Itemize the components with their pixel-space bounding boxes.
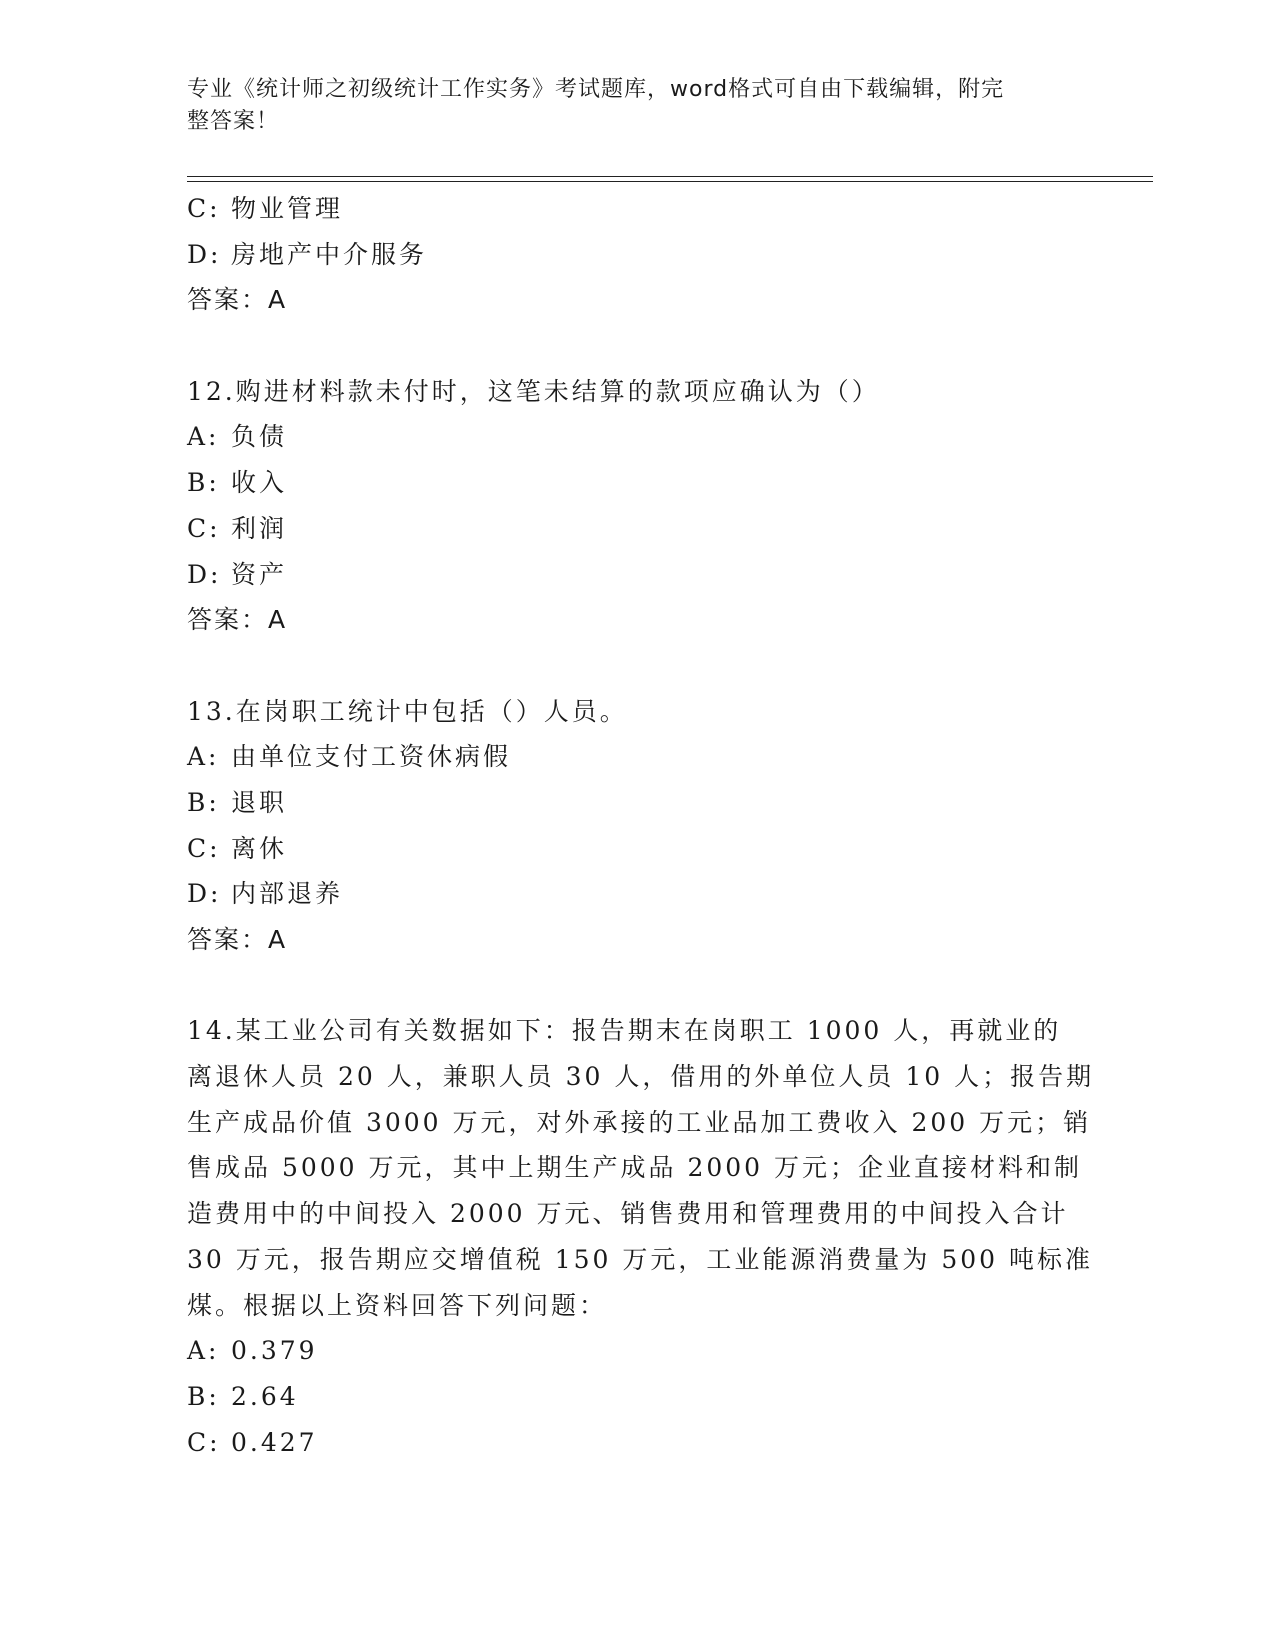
option-row — [187, 232, 1087, 278]
answer-line: 答案：A — [187, 605, 288, 635]
option-text: 0.427 — [231, 1427, 318, 1457]
question-stem: 13.在岗职工统计中包括（）人员。 — [187, 696, 628, 726]
option-text: 资产 — [231, 559, 288, 589]
document-header — [187, 74, 1067, 138]
answer-line: 答案：A — [187, 925, 288, 954]
option-text: 内部退养 — [231, 879, 344, 909]
option-label: B: — [187, 787, 220, 817]
question-stem — [187, 1008, 1095, 1328]
option-row — [187, 780, 1087, 826]
option-label: D: — [187, 239, 222, 269]
option-label: A: — [187, 1336, 220, 1366]
option-text: 0.379 — [231, 1336, 318, 1366]
option-row — [187, 1328, 1087, 1374]
stem-line: 离退休人员 20 人，兼职人员 30 人，借用的外单位人员 10 人；报告期 — [187, 1062, 1095, 1092]
option-row — [187, 186, 1087, 232]
option-text: 离休 — [231, 833, 288, 863]
option-text: 2.64 — [231, 1381, 299, 1411]
option-text: 负债 — [231, 422, 288, 452]
header-line-1: 专业《统计师之初级统计工作实务》考试题库，word格式可自由下载编辑，附完 — [187, 77, 1005, 102]
option-row — [187, 460, 1087, 506]
stem-line: 30 万元，报告期应交增值税 150 万元，工业能源消费量为 500 吨标准 — [187, 1244, 1093, 1274]
stem-line: 煤。根据以上资料回答下列问题： — [187, 1290, 608, 1320]
question-stem: 12.购进材料款未付时，这笔未结算的款项应确认为（） — [187, 376, 880, 406]
stem-line: 生产成品价值 3000 万元，对外承接的工业品加工费收入 200 万元；销 — [187, 1107, 1092, 1137]
stem-line: 造费用中的中间投入 2000 万元、销售费用和管理费用的中间投入合计 — [187, 1199, 1069, 1229]
option-text: 收入 — [231, 468, 288, 498]
header-line-2: 整答案！ — [187, 109, 280, 134]
stem-line: 14.某工业公司有关数据如下：报告期末在岗职工 1000 人，再就业的 — [187, 1016, 1062, 1046]
option-row — [187, 1420, 1087, 1466]
option-text: 利润 — [231, 513, 288, 543]
option-label: C: — [187, 194, 221, 223]
header-divider-bottom — [187, 181, 1153, 182]
option-row — [187, 826, 1087, 872]
header-divider-top — [187, 176, 1153, 177]
option-text: 退职 — [231, 787, 288, 817]
answer-line: 答案：A — [187, 285, 288, 315]
option-row — [187, 734, 1087, 780]
option-text: 物业管理 — [231, 194, 344, 223]
option-row — [187, 1374, 1087, 1420]
option-text: 房地产中介服务 — [231, 239, 428, 269]
option-row — [187, 552, 1087, 598]
option-row — [187, 506, 1087, 552]
option-label: D: — [187, 879, 222, 909]
option-label: B: — [187, 468, 220, 498]
option-label: A: — [187, 422, 220, 452]
option-text: 由单位支付工资休病假 — [231, 742, 512, 772]
option-label: B: — [187, 1381, 220, 1411]
option-row — [187, 414, 1087, 460]
option-row — [187, 871, 1087, 917]
option-label: D: — [187, 559, 222, 589]
question-content — [187, 186, 1095, 1465]
option-label: C: — [187, 1427, 221, 1457]
option-label: C: — [187, 833, 221, 863]
option-label: A: — [187, 742, 220, 772]
option-label: C: — [187, 513, 221, 543]
stem-line: 售成品 5000 万元，其中上期生产成品 2000 万元；企业直接材料和制 — [187, 1153, 1083, 1183]
